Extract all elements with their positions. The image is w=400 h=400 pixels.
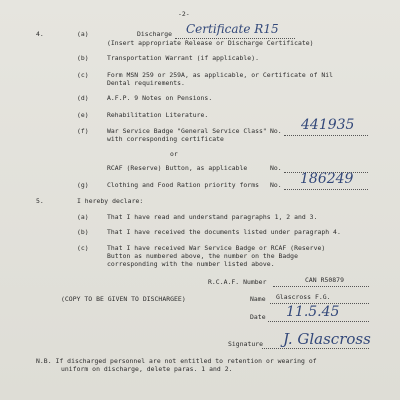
item-4g-text: Clothing and Food Ration priority forms: [107, 181, 260, 189]
item-4g-no-label: No.: [270, 181, 282, 189]
item-4c-letter: (c): [77, 71, 89, 79]
item-5c-line2: Button as numbered above, the number on the Badge: [107, 252, 298, 260]
signature-handwritten: J. Glascross: [283, 330, 371, 348]
item-4d-letter: (d): [77, 94, 89, 102]
rcaf-number-label: R.C.A.F. Number: [208, 278, 267, 286]
item-5a-text: That I have read and understand paragraphs 1, 2 and 3.: [107, 213, 318, 221]
copy-note: (COPY TO BE GIVEN TO DISCHARGEE): [61, 295, 186, 303]
item-4d-text: A.F.P. 9 Notes on Pensions.: [107, 94, 213, 102]
rcaf-number-value: CAN R50879: [305, 276, 344, 284]
item-4f-handwritten-number: 441935: [301, 117, 355, 133]
name-value: Glascross F.G.: [276, 293, 331, 301]
item-4g-handwritten-number: 186249: [300, 171, 354, 187]
item-5c-letter: (c): [77, 244, 89, 252]
item-4c-line2: Dental requirements.: [107, 79, 185, 87]
signature-label: Signature: [228, 340, 264, 348]
item-4-rcaf-text: RCAF (Reserve) Button, as applicable: [107, 164, 248, 172]
item-4f-letter: (f): [77, 127, 89, 135]
item-5b-text: That I have received the documents listed under paragraph 4.: [107, 228, 341, 236]
item-5c-line1: That I have received War Service Badge or RCAF (Reserve): [107, 244, 326, 252]
item-4f-line2: with corresponding certificate: [107, 135, 224, 143]
item-4b-letter: (b): [77, 54, 89, 62]
item-4g-letter: (g): [77, 181, 89, 189]
page-number: -2-: [178, 10, 190, 18]
item-5c-line3: corresponding with the number listed above.: [107, 260, 275, 268]
item-4a-handwritten: Certificate R15: [186, 22, 279, 36]
item-5a-letter: (a): [77, 213, 89, 221]
item-4e-letter: (e): [77, 111, 89, 119]
item-4-or: or: [170, 150, 178, 158]
date-handwritten: 11.5.45: [286, 304, 340, 320]
footnote-line2: uniform on discharge, delete paras. 1 and 2.: [61, 365, 233, 373]
item-4f-no-label: No.: [270, 127, 282, 135]
name-label: Name: [250, 295, 266, 303]
item-4g-fill-line: [284, 189, 368, 190]
item-4-number: 4.: [36, 30, 44, 38]
item-4c-line1: Form MSN 259 or 259A, as applicable, or Certificate of Nil: [107, 71, 334, 79]
rcaf-number-fill-line: [273, 286, 369, 287]
signature-fill-line: [262, 348, 369, 349]
item-4f-fill-line: [284, 135, 368, 136]
date-fill-line: [268, 321, 369, 322]
item-5b-letter: (b): [77, 228, 89, 236]
footnote-line1: N.B. If discharged personnel are not entitled to retention or wearing of: [36, 357, 317, 365]
item-4e-text: Rehabilitation Literature.: [107, 111, 209, 119]
item-4f-line1: War Service Badge "General Service Class": [107, 127, 267, 135]
item-5-number: 5.: [36, 197, 44, 205]
item-5-intro: I hereby declare:: [77, 197, 144, 205]
item-4b-text: Transportation Warrant (if applicable).: [107, 54, 260, 62]
item-4a-label: Discharge: [137, 30, 173, 38]
date-label: Date: [250, 313, 266, 321]
item-4a-letter: (a): [77, 30, 89, 38]
item-4-rcaf-no-label: No.: [270, 164, 282, 172]
item-4a-hint: (Insert appropriate Release or Discharge Certificate): [107, 39, 314, 47]
